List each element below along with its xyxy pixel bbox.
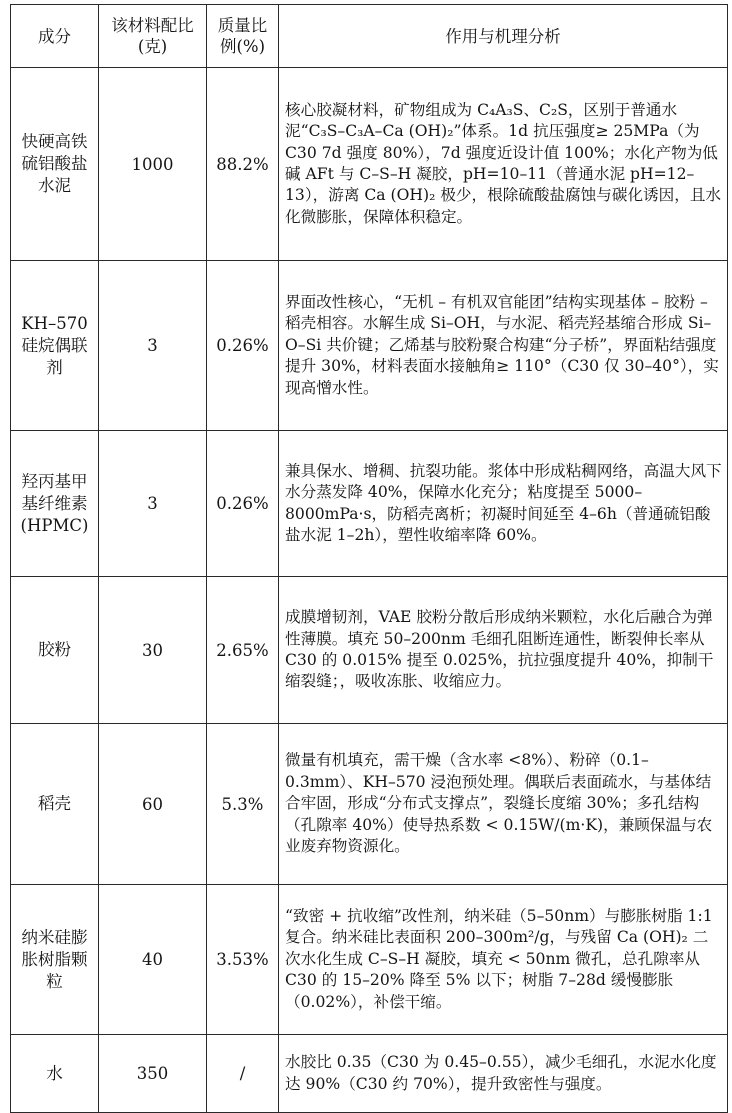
component-analysis: 核心胶凝材料，矿物组成为 C₄A₃S、C₂S，区别于普通水泥“C₃S–C₃A–Ca (OH)₂”体系。1d 抗压强度≥ 25MPa（为 C30 7d 强度 80%），7d 强度近设计值 100%；水化产物为低碱 AFt 与 C–S–H 凝胶，pH=10–11（普通水泥 pH=12–13），游离 Ca (OH)₂ 极少，根除硫酸盐腐蚀与碳化诱因，且水化微膨胀，保障体积稳定。 <box>279 68 728 261</box>
component-amount: 3 <box>99 431 207 577</box>
component-ratio: 88.2% <box>207 68 279 261</box>
component-name: 水 <box>11 1035 99 1113</box>
header-amount: 该材料配比(克) <box>99 5 207 68</box>
component-ratio: / <box>207 1035 279 1113</box>
component-analysis: 界面改性核心，“无机 – 有机双官能团”结构实现基体 – 胶粉 – 稻壳相容。水解生成 Si–OH，与水泥、稻壳羟基缩合形成 Si–O–Si 共价键；乙烯基与胶粉聚合构建“分子桥”，界面粘结强度提升 30%，材料表面水接触角≥ 110°（C30 仅 30–40°），实现高憎水性。 <box>279 261 728 431</box>
component-name: 羟丙基甲基纤维素 (HPMC) <box>11 431 99 577</box>
component-name: 纳米硅膨胀树脂颗粒 <box>11 885 99 1035</box>
table-row <box>11 261 728 431</box>
component-name: 胶粉 <box>11 577 99 724</box>
component-name: 快硬高铁硫铝酸盐水泥 <box>11 68 99 261</box>
table-row <box>11 885 728 1035</box>
table-header-row <box>11 5 728 68</box>
component-amount: 1000 <box>99 68 207 261</box>
table-row <box>11 68 728 261</box>
component-ratio: 0.26% <box>207 261 279 431</box>
component-amount: 350 <box>99 1035 207 1113</box>
component-ratio: 5.3% <box>207 724 279 885</box>
header-analysis: 作用与机理分析 <box>279 5 728 68</box>
component-ratio: 2.65% <box>207 577 279 724</box>
component-analysis: 成膜增韧剂，VAE 胶粉分散后形成纳米颗粒，水化后融合为弹性薄膜。填充 50–200nm 毛细孔阻断连通性，断裂伸长率从 C30 的 0.015% 提至 0.025%，抗拉强度提升 40%，抑制干缩裂缝；，吸收冻胀、收缩应力。 <box>279 577 728 724</box>
component-analysis: 微量有机填充，需干燥（含水率 <8%）、粉碎（0.1–0.3mm）、KH–570 浸泡预处理。偶联后表面疏水，与基体结合牢固，形成“分布式支撑点”，裂缝长度缩 30%；多孔结构（孔隙率 40%）使导热系数 < 0.15W/(m·K)，兼顾保温与农业废弃物资源化。 <box>279 724 728 885</box>
component-amount: 3 <box>99 261 207 431</box>
component-analysis: 兼具保水、增稠、抗裂功能。浆体中形成粘稠网络，高温大风下水分蒸发降 40%，保障水化充分；粘度提至 5000–8000mPa·s，防稻壳离析；初凝时间延至 4–6h（普通硫铝酸盐水泥 1–2h），塑性收缩率降 60%。 <box>279 431 728 577</box>
table-row <box>11 577 728 724</box>
component-name: KH–570 硅烷偶联剂 <box>11 261 99 431</box>
component-ratio: 0.26% <box>207 431 279 577</box>
composition-table <box>10 4 728 1113</box>
component-ratio: 3.53% <box>207 885 279 1035</box>
component-amount: 60 <box>99 724 207 885</box>
component-amount: 40 <box>99 885 207 1035</box>
table-row <box>11 431 728 577</box>
component-amount: 30 <box>99 577 207 724</box>
component-analysis: “致密 + 抗收缩”改性剂，纳米硅（5–50nm）与膨胀树脂 1:1 复合。纳米硅比表面积 200–300m²/g，与残留 Ca (OH)₂ 二次水化生成 C–S–H 凝胶，填充 < 50nm 微孔，总孔隙率从 C30 的 15–20% 降至 5% 以下；树脂 7–28d 缓慢膨胀（0.02%），补偿干缩。 <box>279 885 728 1035</box>
header-ratio: 质量比例(%) <box>207 5 279 68</box>
table-row <box>11 724 728 885</box>
component-analysis: 水胶比 0.35（C30 为 0.45–0.55），减少毛细孔，水泥水化度达 90%（C30 约 70%），提升致密性与强度。 <box>279 1035 728 1113</box>
header-component: 成分 <box>11 5 99 68</box>
component-name: 稻壳 <box>11 724 99 885</box>
